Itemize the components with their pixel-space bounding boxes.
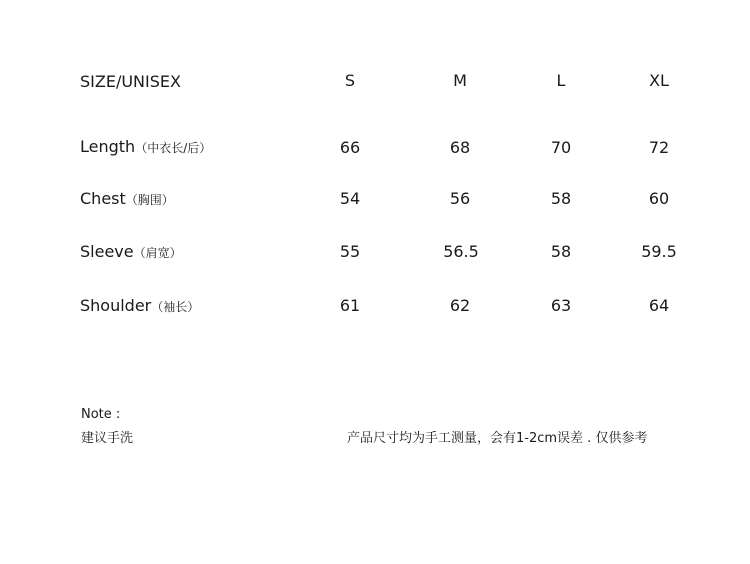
note-title: Note :	[81, 407, 121, 422]
row-label-length-sub: （中衣长/后）	[135, 141, 212, 155]
cell-shoulder-m: 62	[449, 296, 471, 315]
cell-length-s: 66	[339, 138, 361, 157]
cell-shoulder-xl: 64	[648, 296, 670, 315]
cell-length-m: 68	[449, 138, 471, 157]
size-header-m: M	[453, 71, 467, 90]
cell-length-l: 70	[550, 138, 572, 157]
size-chart-title: SIZE/UNISEX	[80, 72, 181, 91]
cell-chest-l: 58	[550, 189, 572, 208]
row-label-shoulder-text: Shoulder	[80, 296, 152, 315]
cell-sleeve-s: 55	[339, 242, 361, 261]
row-label-chest-text: Chest	[80, 189, 126, 208]
row-label-length-text: Length	[80, 137, 136, 156]
row-label-sleeve-sub: （肩宽）	[133, 246, 182, 260]
cell-length-xl: 72	[648, 138, 670, 157]
cell-chest-s: 54	[339, 189, 361, 208]
size-header-s: S	[344, 71, 356, 90]
row-label-chest-sub: （胸围）	[125, 193, 174, 207]
cell-sleeve-l: 58	[550, 242, 572, 261]
size-header-xl: XL	[649, 71, 669, 90]
note-measurement-disclaimer: 产品尺寸均为手工测量，会有1-2cm误差 . 仅供参考	[347, 431, 648, 446]
size-header-l: L	[556, 71, 566, 90]
row-label-length	[80, 139, 211, 155]
cell-sleeve-xl: 59.5	[641, 242, 677, 261]
row-label-shoulder-sub: （袖长）	[151, 300, 200, 314]
cell-shoulder-l: 63	[550, 296, 572, 315]
row-label-sleeve-text: Sleeve	[80, 242, 134, 261]
row-label-sleeve	[80, 244, 182, 260]
row-label-chest	[80, 191, 174, 207]
cell-chest-m: 56	[449, 189, 471, 208]
note-wash-instruction: 建议手洗	[81, 431, 134, 446]
cell-shoulder-s: 61	[339, 296, 361, 315]
cell-chest-xl: 60	[648, 189, 670, 208]
row-label-shoulder	[80, 298, 199, 314]
cell-sleeve-m: 56.5	[443, 242, 479, 261]
